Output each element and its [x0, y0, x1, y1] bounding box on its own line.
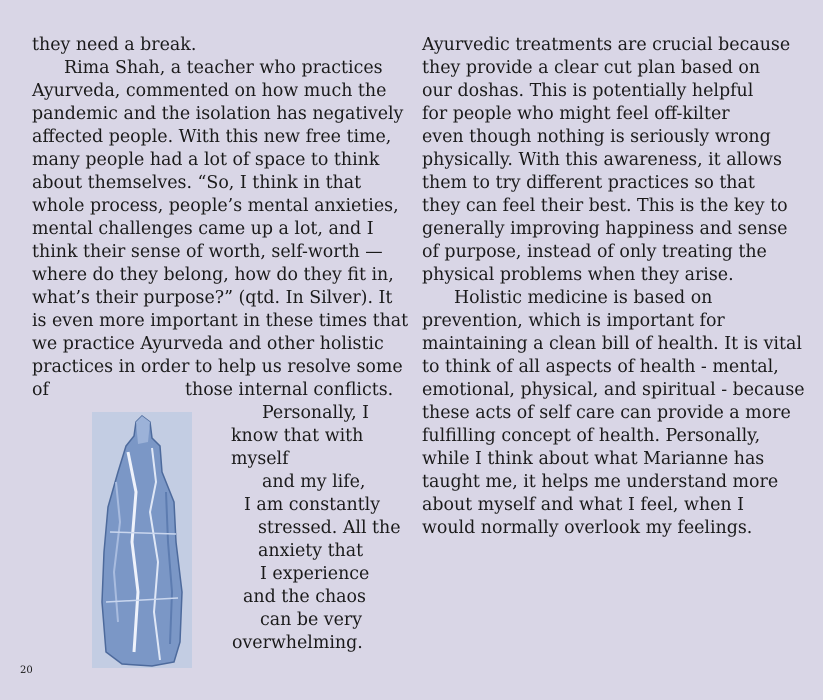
text-line: to think of all aspects of health - mental, [422, 357, 779, 377]
text-line: for people who might feel off-kilter [422, 104, 730, 124]
wrap-line: Personally, I [262, 403, 370, 423]
text-line: Ayurveda, commented on how much the [32, 81, 387, 101]
text-line: Holistic medicine is based on [454, 288, 713, 308]
text-line: where do they belong, how do they fit in, [32, 265, 394, 285]
text-line: while I think about what Marianne has [422, 449, 765, 469]
text-line: physically. With this awareness, it allows [422, 150, 782, 170]
text-fragment: those internal conflicts. [185, 380, 394, 400]
wrap-line: I experience [260, 564, 370, 584]
text-line: maintaining a clean bill of health. It is vital [422, 334, 802, 354]
wrap-line: know that with [231, 426, 364, 446]
text-line: affected people. With this new free time, [32, 127, 392, 147]
text-line: would normally overlook my feelings. [422, 518, 753, 538]
wrap-line: I am constantly [244, 495, 381, 515]
crystal-illustration [92, 412, 192, 668]
text-line: our doshas. This is potentially helpful [422, 81, 754, 101]
text-line: fulfilling concept of health. Personally, [422, 426, 761, 446]
text-line: they need a break. [32, 35, 197, 55]
text-line: even though nothing is seriously wrong [422, 127, 771, 147]
text-line: what’s their purpose?” (qtd. In Silver). It [32, 288, 393, 308]
text-line: these acts of self care can provide a more [422, 403, 791, 423]
page-number: 20 [20, 665, 33, 676]
wrap-line: stressed. All the [258, 518, 401, 538]
text-line: them to try different practices so that [422, 173, 755, 193]
wrap-line: can be very [260, 610, 363, 630]
text-line: about myself and what I feel, when I [422, 495, 744, 515]
text-line: they can feel their best. This is the key to [422, 196, 788, 216]
text-line: mental challenges came up a lot, and I [32, 219, 374, 239]
text-line: think their sense of worth, self-worth — [32, 242, 383, 262]
text-line: is even more important in these times that [32, 311, 409, 331]
wrap-line: and the chaos [243, 587, 366, 607]
wrap-line: and my life, [262, 472, 366, 492]
text-line: pandemic and the isolation has negatively [32, 104, 404, 124]
text-line: emotional, physical, and spiritual - because [422, 380, 805, 400]
wrap-line: anxiety that [258, 541, 364, 561]
text-line [32, 379, 392, 402]
text-line: prevention, which is important for [422, 311, 725, 331]
text-line: we practice Ayurveda and other holistic [32, 334, 384, 354]
text-line: of purpose, instead of only treating the [422, 242, 767, 262]
text-line: many people had a lot of space to think [32, 150, 380, 170]
text-line: practices in order to help us resolve some [32, 357, 403, 377]
wrap-line: myself [231, 449, 289, 469]
text-line: Rima Shah, a teacher who practices [64, 58, 383, 78]
text-line: physical problems when they arise. [422, 265, 734, 285]
text-line: taught me, it helps me understand more [422, 472, 779, 492]
text-line: whole process, people’s mental anxieties, [32, 196, 399, 216]
text-line: about themselves. “So, I think in that [32, 173, 362, 193]
crystal-icon [92, 412, 192, 668]
right-text-column [422, 34, 805, 540]
text-fragment: of [32, 380, 49, 400]
wrap-line: overwhelming. [232, 633, 363, 653]
text-line: they provide a clear cut plan based on [422, 58, 761, 78]
left-text-column [32, 34, 409, 655]
text-line: Ayurvedic treatments are crucial because [422, 35, 791, 55]
text-line: generally improving happiness and sense [422, 219, 788, 239]
